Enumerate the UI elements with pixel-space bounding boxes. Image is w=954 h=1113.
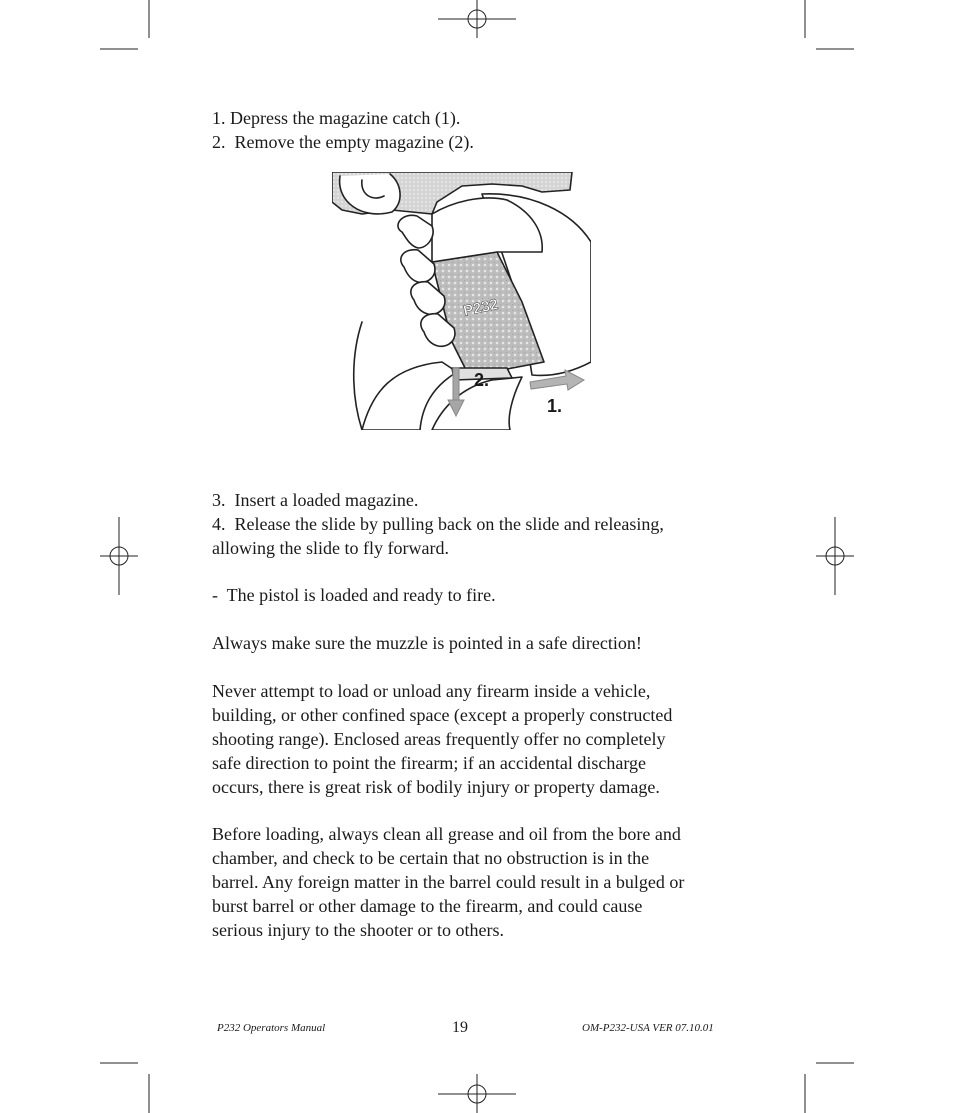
callout-1: 1. bbox=[547, 396, 563, 416]
paragraph-1-line: safe direction to point the firearm; if an accidental discharge bbox=[212, 753, 646, 773]
paragraph-2-line: chamber, and check to be certain that no obstruction is in the bbox=[212, 848, 650, 868]
paragraph-1-line: building, or other confined space (except a properly constructed bbox=[212, 705, 673, 725]
ready-note: - The pistol is loaded and ready to fire. bbox=[212, 585, 496, 605]
step-1: 1. Depress the magazine catch (1). bbox=[212, 108, 461, 128]
registration-mark-left bbox=[100, 517, 138, 595]
paragraph-1-line: occurs, there is great risk of bodily injury or property damage. bbox=[212, 777, 660, 797]
footer-manual-title: P232 Operators Manual bbox=[217, 1022, 326, 1034]
paragraph-1-line: shooting range). Enclosed areas frequently offer no completely bbox=[212, 729, 666, 749]
registration-mark-top bbox=[438, 0, 516, 38]
paragraph-2-line: burst barrel or other damage to the firearm, and could cause bbox=[212, 896, 643, 916]
safety-note: Always make sure the muzzle is pointed in a safe direction! bbox=[212, 633, 642, 653]
paragraph-1-line: Never attempt to load or unload any firearm inside a vehicle, bbox=[212, 681, 651, 701]
step-3: 3. Insert a loaded magazine. bbox=[212, 490, 419, 510]
paragraph-2-line: serious injury to the shooter or to others. bbox=[212, 920, 504, 940]
paragraph-2-line: Before loading, always clean all grease and oil from the bore and bbox=[212, 824, 681, 844]
paragraph-2-line: barrel. Any foreign matter in the barrel could result in a bulged or bbox=[212, 872, 685, 892]
callout-2: 2. bbox=[474, 370, 490, 390]
footer-version: OM-P232-USA VER 07.10.01 bbox=[582, 1022, 714, 1034]
registration-mark-bottom bbox=[438, 1074, 516, 1113]
step-4: 4. Release the slide by pulling back on the slide and releasing, bbox=[212, 514, 664, 534]
step-2: 2. Remove the empty magazine (2). bbox=[212, 132, 474, 152]
page-number: 19 bbox=[452, 1019, 468, 1036]
step-4-continued: allowing the slide to fly forward. bbox=[212, 538, 449, 558]
magazine-removal-illustration bbox=[332, 172, 591, 430]
registration-mark-right bbox=[816, 517, 854, 595]
grip-label: P232 bbox=[461, 295, 500, 320]
